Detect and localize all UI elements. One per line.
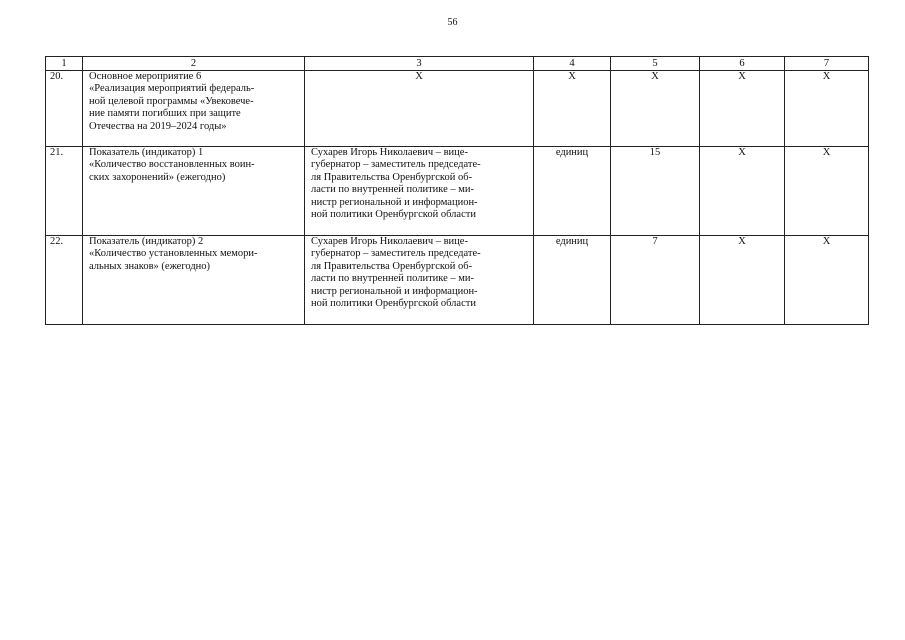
row-number: 20. bbox=[46, 71, 83, 147]
indicator-name bbox=[83, 147, 305, 236]
value-cell: 15 bbox=[611, 147, 700, 236]
text-line: Показатель (индикатор) 2 bbox=[89, 236, 204, 247]
unit-cell: единиц bbox=[534, 147, 611, 236]
responsible-cell bbox=[305, 236, 534, 325]
text-line: ласти по внутренней политике – ми- bbox=[311, 273, 475, 285]
text-line: Отечества на 2019–2024 годы» bbox=[89, 120, 227, 132]
responsible-cell bbox=[305, 147, 534, 236]
text-line: ля Правительства Оренбургской об- bbox=[311, 171, 473, 183]
row-number: 22. bbox=[46, 236, 83, 325]
text-line: ние памяти погибших при защите bbox=[89, 108, 241, 120]
value-cell: Х bbox=[785, 236, 869, 325]
value-cell: Х bbox=[785, 71, 869, 147]
value-cell: 7 bbox=[611, 236, 700, 325]
text-line: альных знаков» (ежегодно) bbox=[89, 260, 211, 272]
value-cell: Х bbox=[785, 147, 869, 236]
text-line: «Реализация мероприятий федераль- bbox=[89, 83, 255, 95]
unit-cell: единиц bbox=[534, 236, 611, 325]
header-cell: 2 bbox=[83, 57, 305, 71]
header-cell: 7 bbox=[785, 57, 869, 71]
text-line: Основное мероприятие 6 bbox=[89, 71, 202, 82]
text-line: Х bbox=[415, 71, 423, 82]
table-header-row bbox=[46, 57, 869, 71]
text-line: ля Правительства Оренбургской об- bbox=[311, 260, 473, 272]
header-cell: 5 bbox=[611, 57, 700, 71]
row-number: 21. bbox=[46, 147, 83, 236]
indicator-name bbox=[83, 236, 305, 325]
text-line: ласти по внутренней политике – ми- bbox=[311, 184, 475, 196]
page-number: 56 bbox=[447, 17, 458, 28]
text-line: «Количество восстановленных воин- bbox=[89, 159, 255, 171]
value-cell: Х bbox=[700, 71, 785, 147]
unit-cell: Х bbox=[534, 71, 611, 147]
table-row bbox=[46, 71, 869, 147]
value-cell: Х bbox=[611, 71, 700, 147]
text-line: Показатель (индикатор) 1 bbox=[89, 147, 204, 158]
text-line: нистр региональной и информацион- bbox=[311, 285, 478, 297]
header-cell: 3 bbox=[305, 57, 534, 71]
text-line: ной целевой программы «Увековече- bbox=[89, 95, 254, 107]
indicators-table bbox=[45, 56, 869, 325]
text-line: Сухарев Игорь Николаевич – вице- bbox=[311, 236, 468, 247]
header-cell: 4 bbox=[534, 57, 611, 71]
table-row bbox=[46, 236, 869, 325]
table-row bbox=[46, 147, 869, 236]
text-line: губернатор – заместитель председате- bbox=[311, 248, 481, 260]
text-line: губернатор – заместитель председате- bbox=[311, 159, 481, 171]
value-cell: Х bbox=[700, 147, 785, 236]
text-line: «Количество установленных мемори- bbox=[89, 248, 258, 260]
value-cell: Х bbox=[700, 236, 785, 325]
text-line: нистр региональной и информацион- bbox=[311, 196, 478, 208]
header-cell: 1 bbox=[46, 57, 83, 71]
responsible-cell bbox=[305, 71, 534, 147]
text-line: ной политики Оренбургской области bbox=[311, 298, 476, 310]
text-line: ских захоронений» (ежегодно) bbox=[89, 171, 226, 183]
text-line: Сухарев Игорь Николаевич – вице- bbox=[311, 147, 468, 158]
header-cell: 6 bbox=[700, 57, 785, 71]
text-line: ной политики Оренбургской области bbox=[311, 209, 476, 221]
event-name bbox=[83, 71, 305, 147]
